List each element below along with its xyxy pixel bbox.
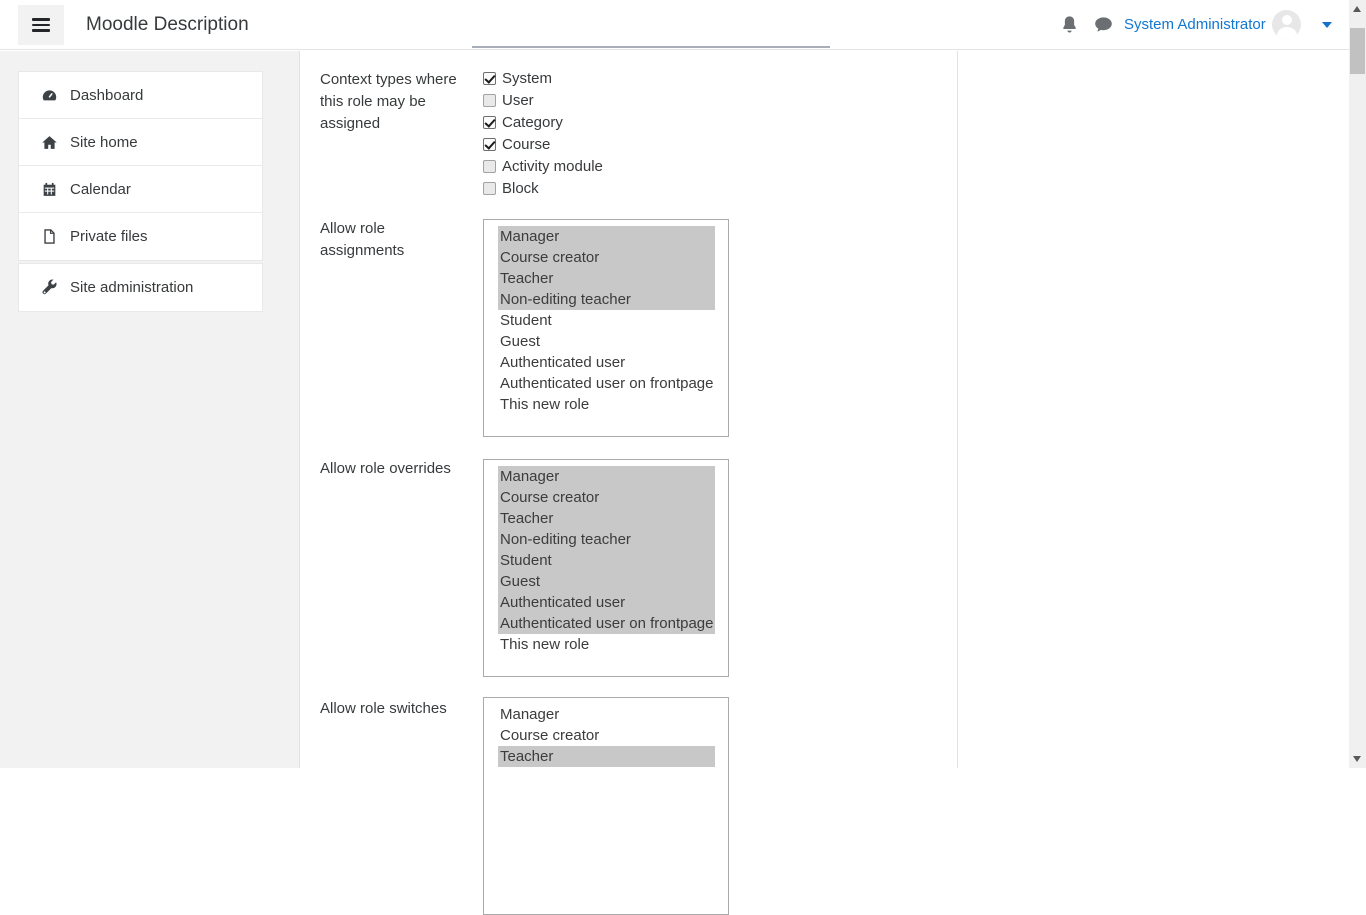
top-navbar	[0, 0, 1349, 50]
checkbox-label: Course	[502, 135, 551, 153]
allow-role-switches-label: Allow role switches	[320, 700, 447, 717]
listbox-option[interactable]: Student	[500, 312, 552, 329]
checkbox[interactable]	[483, 138, 496, 151]
checkbox[interactable]	[483, 182, 496, 195]
sidebar-item-site-administration[interactable]	[19, 264, 262, 311]
listbox-option[interactable]: Guest	[498, 571, 715, 592]
listbox-option[interactable]: Guest	[500, 333, 541, 350]
allow-role-assignments-select[interactable]	[483, 219, 729, 437]
messages-icon[interactable]	[1094, 15, 1113, 34]
checkbox[interactable]	[483, 72, 496, 85]
wrench-icon	[41, 279, 58, 296]
checkbox[interactable]	[483, 160, 496, 173]
listbox-option[interactable]: Non-editing teacher	[498, 529, 715, 550]
sidebar-item-calendar[interactable]	[19, 166, 262, 213]
checkbox-label: Category	[502, 113, 563, 131]
listbox-option[interactable]: Course creator	[498, 247, 715, 268]
checkbox-label: User	[502, 91, 534, 109]
home-icon	[41, 134, 58, 151]
checkbox[interactable]	[483, 94, 496, 107]
listbox-option[interactable]: Course creator	[500, 727, 600, 744]
allow-role-overrides-label: Allow role overrides	[320, 460, 451, 477]
partial-text-input[interactable]	[472, 46, 830, 48]
checkbox-row	[483, 111, 603, 133]
nav-drawer	[0, 51, 300, 768]
scroll-down-arrow-icon[interactable]	[1353, 756, 1361, 762]
listbox-option[interactable]: Teacher	[498, 746, 715, 767]
file-icon	[41, 228, 58, 245]
allow-role-assignments-label: Allow role assignments	[320, 220, 405, 259]
site-title: Moodle Description	[86, 14, 249, 35]
listbox-option[interactable]: Authenticated user on frontpage	[500, 375, 714, 392]
sidebar-item-site-home[interactable]	[19, 119, 262, 166]
sidebar-nav-card	[18, 71, 263, 261]
listbox-option[interactable]: Authenticated user	[500, 354, 626, 371]
checkbox-label: Block	[502, 179, 539, 197]
listbox-option[interactable]: Manager	[500, 706, 560, 723]
sidebar-item-label: Calendar	[70, 180, 131, 198]
listbox-option[interactable]: Authenticated user	[498, 592, 715, 613]
checkbox-label: System	[502, 69, 553, 87]
scrollbar-thumb[interactable]	[1350, 28, 1365, 74]
dashboard-icon	[41, 87, 58, 104]
chevron-down-icon[interactable]	[1322, 22, 1332, 28]
listbox-option[interactable]: Student	[498, 550, 715, 571]
vertical-scrollbar[interactable]	[1349, 0, 1366, 768]
listbox-option[interactable]: Teacher	[498, 268, 715, 289]
listbox-option[interactable]: This new role	[500, 636, 590, 653]
sidebar-item-label: Dashboard	[70, 86, 144, 104]
scroll-up-arrow-icon[interactable]	[1353, 6, 1361, 12]
sidebar-item-dashboard[interactable]	[19, 72, 262, 119]
allow-role-overrides-select[interactable]	[483, 459, 729, 677]
listbox-option[interactable]: Manager	[498, 466, 715, 487]
sidebar-item-label: Site administration	[70, 279, 194, 296]
context-types-checkbox-group	[483, 67, 603, 199]
listbox-option[interactable]: Non-editing teacher	[498, 289, 715, 310]
sidebar-item-label: Private files	[70, 228, 148, 245]
checkbox-row	[483, 67, 603, 89]
listbox-option[interactable]: This new role	[500, 396, 590, 413]
listbox-option[interactable]: Course creator	[498, 487, 715, 508]
hamburger-icon	[32, 18, 50, 32]
avatar[interactable]	[1272, 10, 1301, 39]
allow-role-switches-select[interactable]	[483, 697, 729, 915]
notifications-bell-icon[interactable]	[1060, 15, 1079, 34]
sidebar-item-private-files[interactable]	[19, 213, 262, 260]
user-menu-link[interactable]: System Administrator	[1124, 16, 1266, 33]
listbox-option[interactable]: Manager	[498, 226, 715, 247]
listbox-option[interactable]: Authenticated user on frontpage	[500, 615, 714, 632]
checkbox-row	[483, 155, 603, 177]
checkbox-row	[483, 133, 603, 155]
checkbox-label: Activity module	[502, 157, 603, 175]
listbox-option[interactable]: Teacher	[498, 508, 715, 529]
sidebar-item-label: Site home	[70, 133, 138, 151]
menu-toggle-button[interactable]	[18, 5, 64, 45]
calendar-icon	[41, 181, 58, 198]
checkbox[interactable]	[483, 116, 496, 129]
sidebar-admin-card	[18, 263, 263, 312]
context-types-label: Context types where this role may be assigned	[320, 71, 457, 132]
checkbox-row	[483, 89, 603, 111]
checkbox-row	[483, 177, 603, 199]
